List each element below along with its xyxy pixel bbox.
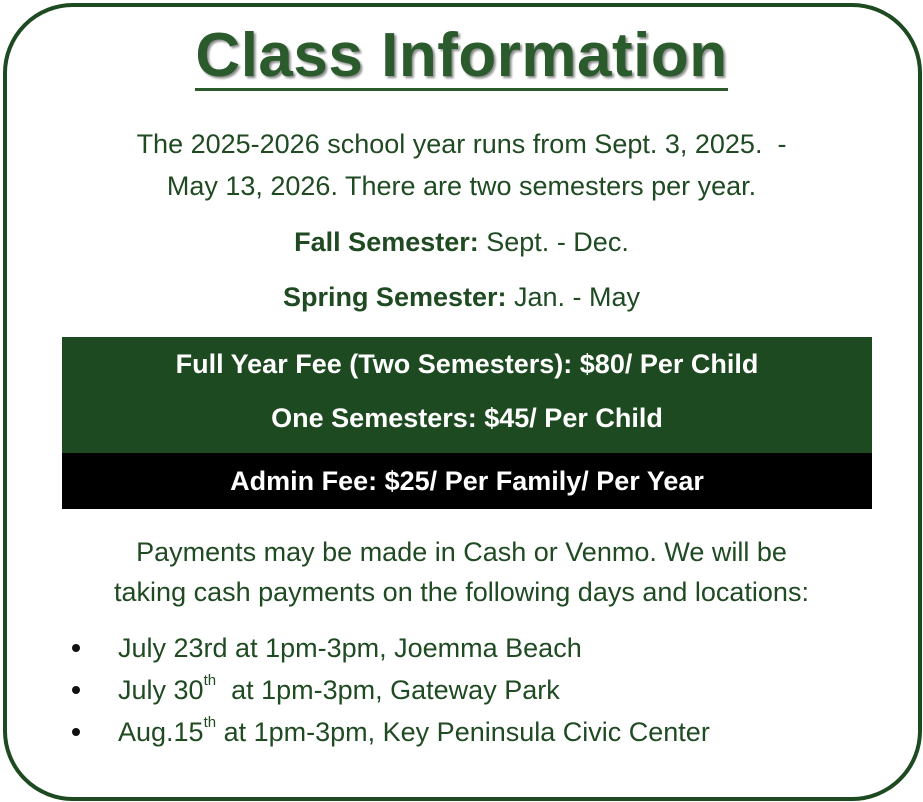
payment-info [0,532,923,612]
intro-line-1: The 2025-2026 school year runs from Sept. 3, 2025. - [136,129,787,159]
school-year-intro [0,123,923,207]
schedule-item-text [118,669,560,711]
bullet-icon [72,728,80,736]
payment-line-1: Payments may be made in Cash or Venmo. We will be [136,537,787,567]
schedule-item-suffix: th [203,714,217,731]
one-semester-fee: One Semesters: $45/ Per Child [271,403,663,433]
intro-line-2: May 13, 2026. There are two semesters per year. [166,171,757,201]
schedule-item-main: July 23rd at 1pm-3pm, Joemma Beach [118,633,582,663]
payment-schedule-list [72,627,892,753]
full-year-fee: Full Year Fee (Two Semesters): $80/ Per Child [175,349,759,379]
schedule-item-details: at 1pm-3pm, Gateway Park [216,675,560,705]
admin-fee: Admin Fee: $25/ Per Family/ Per Year [62,453,872,509]
bullet-icon [72,686,80,694]
bullet-icon [72,644,80,652]
spring-semester-label: Spring Semester: [282,282,507,312]
list-item [72,627,892,669]
schedule-item-date: July 30 [118,675,204,705]
schedule-item-suffix: th [203,672,217,689]
page-title [0,20,923,91]
schedule-item-date: Aug.15 [118,717,204,747]
schedule-item-details: at 1pm-3pm, Key Peninsula Civic Center [216,717,710,747]
schedule-item-text [118,627,582,669]
fall-semester-label: Fall Semester: [294,227,479,257]
list-item [72,711,892,753]
fall-semester-value: Sept. - Dec. [478,227,629,257]
page-title-text: Class Information [195,21,728,90]
spring-semester [0,282,923,313]
schedule-item-text [118,711,710,753]
payment-line-2: taking cash payments on the following days and locations: [114,577,809,607]
fee-box [62,337,872,453]
spring-semester-value: Jan. - May [506,282,641,312]
fall-semester [0,227,923,258]
list-item [72,669,892,711]
